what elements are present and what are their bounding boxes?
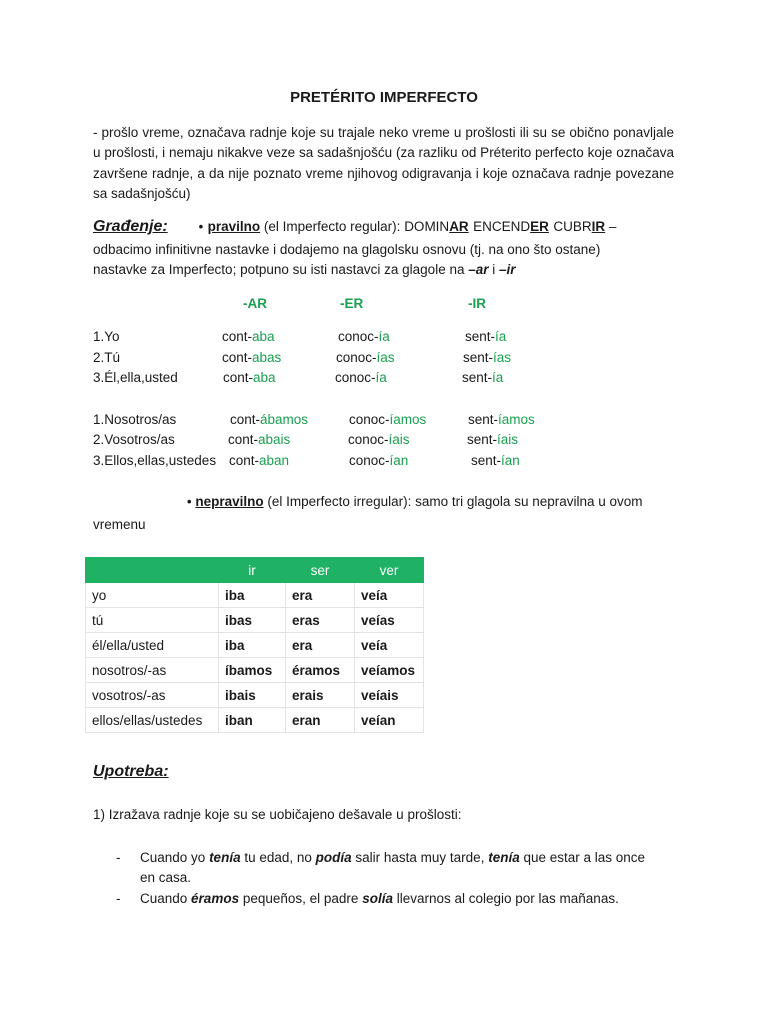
table-row <box>86 583 424 608</box>
example-dash: - <box>116 891 121 906</box>
intro-paragraph: - prošlo vreme, označava radnje koje su trajale neko vreme u prošlosti ili su se obično ponavljale u prošlosti, i nemaju nikakve veze sa sadašnjošću (za razliku od Préterito perfecto koje označava završene radnje, a da nije poznato vreme njihovog odigravanja i koje označava radnje povezane sa sadašnjošću) <box>93 125 674 202</box>
stem: conoc- <box>336 350 377 365</box>
verb-cubrir-ending: IR <box>591 219 606 234</box>
ending: ían <box>501 453 520 468</box>
pronoun-cell: vosotros/-as <box>86 683 219 708</box>
stem: sent- <box>463 350 494 365</box>
header-ir: -IR <box>468 296 486 311</box>
er-form <box>336 350 395 365</box>
nepravilno-line-2: vremenu <box>93 517 146 532</box>
ending: ía <box>378 329 390 344</box>
line3-text: nastavke za Imperfecto; potpuno su isti nastavci za glagole na <box>93 262 469 277</box>
stem: cont- <box>223 370 254 385</box>
usage-point-1: 1) Izražava radnje koje su se uobičajeno dešavale u prošlosti: <box>93 807 462 822</box>
header-cell <box>86 558 219 583</box>
stem: cont- <box>222 350 253 365</box>
form-cell: eras <box>286 608 355 633</box>
ending: abais <box>258 432 291 447</box>
pronoun-cell: nosotros/-as <box>86 658 219 683</box>
stem: sent- <box>471 453 502 468</box>
text: llevarnos al colegio por las mañanas. <box>392 891 619 906</box>
ending: ías <box>376 350 395 365</box>
text: tu edad, no <box>240 850 316 865</box>
text: Cuando yo <box>140 850 210 865</box>
header-cell: ser <box>286 558 355 583</box>
page-title: PRETÉRITO IMPERFECTO <box>290 89 478 106</box>
table-row <box>86 708 424 733</box>
stem: sent- <box>462 370 493 385</box>
ar-form <box>229 453 289 468</box>
ir-form <box>463 350 511 365</box>
gradjenje-line-1 <box>93 218 616 236</box>
ending-ir: –ir <box>499 262 516 277</box>
ir-form <box>468 412 535 427</box>
form-cell: veíais <box>355 683 424 708</box>
er-form <box>335 370 387 385</box>
stem: conoc- <box>338 329 379 344</box>
verb-cubrir-stem: CUBR <box>553 219 592 234</box>
ar-form <box>222 350 281 365</box>
ir-form <box>465 329 506 344</box>
ar-form <box>223 370 276 385</box>
ending: abas <box>252 350 282 365</box>
form-cell: iba <box>219 583 286 608</box>
ir-form <box>467 432 518 447</box>
header-cell: ir <box>219 558 286 583</box>
ending: ía <box>495 329 507 344</box>
er-form <box>338 329 390 344</box>
ar-form <box>230 412 308 427</box>
text: que estar a las once <box>519 850 646 865</box>
verb-dominar-ending: AR <box>449 219 469 234</box>
pronoun-cell: ellos/ellas/ustedes <box>86 708 219 733</box>
text: pequeños, el padre <box>239 891 363 906</box>
header-ar: -AR <box>243 296 267 311</box>
form-cell: veíamos <box>355 658 424 683</box>
stem: conoc- <box>349 412 390 427</box>
er-form <box>348 432 410 447</box>
form-cell: veían <box>355 708 424 733</box>
ar-form <box>222 329 275 344</box>
pronoun-cell: tú <box>86 608 219 633</box>
verb: tenía <box>488 850 520 865</box>
irregular-verbs-table <box>85 557 424 733</box>
form-cell: veía <box>355 583 424 608</box>
gradjenje-line-2: odbacimo infinitivne nastavke i dodajemo na glagolsku osnovu (tj. na ono što ostane) <box>93 242 601 257</box>
form-cell: ibas <box>219 608 286 633</box>
stem: cont- <box>222 329 253 344</box>
er-form <box>349 412 426 427</box>
verb: tenía <box>209 850 241 865</box>
pravilno-label: pravilno <box>207 219 261 234</box>
stem: conoc- <box>335 370 376 385</box>
verb: éramos <box>191 891 240 906</box>
verb-encender-ending: ER <box>530 219 549 234</box>
form-cell: erais <box>286 683 355 708</box>
text: Cuando <box>140 891 192 906</box>
person-label: 2.Tú <box>93 350 121 365</box>
bullet-icon: • <box>198 219 204 234</box>
ending: íamos <box>498 412 535 427</box>
example-dash: - <box>116 850 121 865</box>
ending: aba <box>252 329 275 344</box>
example-2 <box>140 889 619 910</box>
stem: conoc- <box>348 432 389 447</box>
form-cell: veía <box>355 633 424 658</box>
ending: ía <box>492 370 504 385</box>
example-1-line-2: en casa. <box>140 870 192 885</box>
ending: íais <box>388 432 410 447</box>
table-header-row <box>86 558 424 583</box>
bullet-icon: • <box>187 494 192 509</box>
ending: íamos <box>389 412 427 427</box>
verb: podía <box>315 850 352 865</box>
person-label: 3.Ellos,ellas,ustedes <box>93 453 217 468</box>
ir-form <box>471 453 520 468</box>
pronoun-cell: él/ella/usted <box>86 633 219 658</box>
table-row <box>86 683 424 708</box>
form-cell: ibais <box>219 683 286 708</box>
form-cell: era <box>286 633 355 658</box>
example-1-line-1 <box>140 848 645 869</box>
stem: sent- <box>468 412 499 427</box>
table-row <box>86 633 424 658</box>
stem: conoc- <box>349 453 390 468</box>
form-cell: era <box>286 583 355 608</box>
verb-encender-stem: ENCEND <box>473 219 531 234</box>
stem: cont- <box>228 432 259 447</box>
form-cell: veías <box>355 608 424 633</box>
form-cell: íbamos <box>219 658 286 683</box>
verb-dominar-stem: DOMIN <box>404 219 450 234</box>
line3-and: i <box>488 262 500 277</box>
ending: ía <box>375 370 387 385</box>
person-label: 2.Vosotros/as <box>93 432 175 447</box>
form-cell: eran <box>286 708 355 733</box>
form-cell: iban <box>219 708 286 733</box>
verb: solía <box>362 891 393 906</box>
stem: cont- <box>229 453 260 468</box>
form-cell: iba <box>219 633 286 658</box>
ar-form <box>228 432 290 447</box>
person-label: 1.Nosotros/as <box>93 412 177 427</box>
table-row <box>86 608 424 633</box>
text: salir hasta muy tarde, <box>351 850 489 865</box>
pravilno-desc: (el Imperfecto regular): <box>260 219 405 234</box>
ending: ían <box>389 453 409 468</box>
gradjenje-line-3 <box>93 262 516 277</box>
header-cell: ver <box>355 558 424 583</box>
ir-form <box>462 370 503 385</box>
stem: cont- <box>230 412 261 427</box>
person-label: 1.Yo <box>93 329 120 344</box>
ending-ar: –ar <box>468 262 489 277</box>
table-row <box>86 658 424 683</box>
nepravilno-label: nepravilno <box>195 494 264 509</box>
stem: sent- <box>467 432 498 447</box>
header-er: -ER <box>340 296 364 311</box>
stem: sent- <box>465 329 496 344</box>
nepravilno-line-1 <box>187 494 643 509</box>
er-form <box>349 453 408 468</box>
ending: aban <box>259 453 290 468</box>
nepravilno-desc: (el Imperfecto irregular): samo tri glagola su nepravilna u ovom <box>263 494 643 509</box>
ending: aba <box>253 370 276 385</box>
upotreba-heading: Upotreba: <box>93 763 169 780</box>
pronoun-cell: yo <box>86 583 219 608</box>
person-label: 3.Él,ella,usted <box>93 370 178 385</box>
dash: – <box>605 219 617 234</box>
ending: ías <box>493 350 512 365</box>
gradjenje-heading: Građenje: <box>93 218 168 235</box>
form-cell: éramos <box>286 658 355 683</box>
ending: íais <box>497 432 519 447</box>
ending: ábamos <box>260 412 309 427</box>
